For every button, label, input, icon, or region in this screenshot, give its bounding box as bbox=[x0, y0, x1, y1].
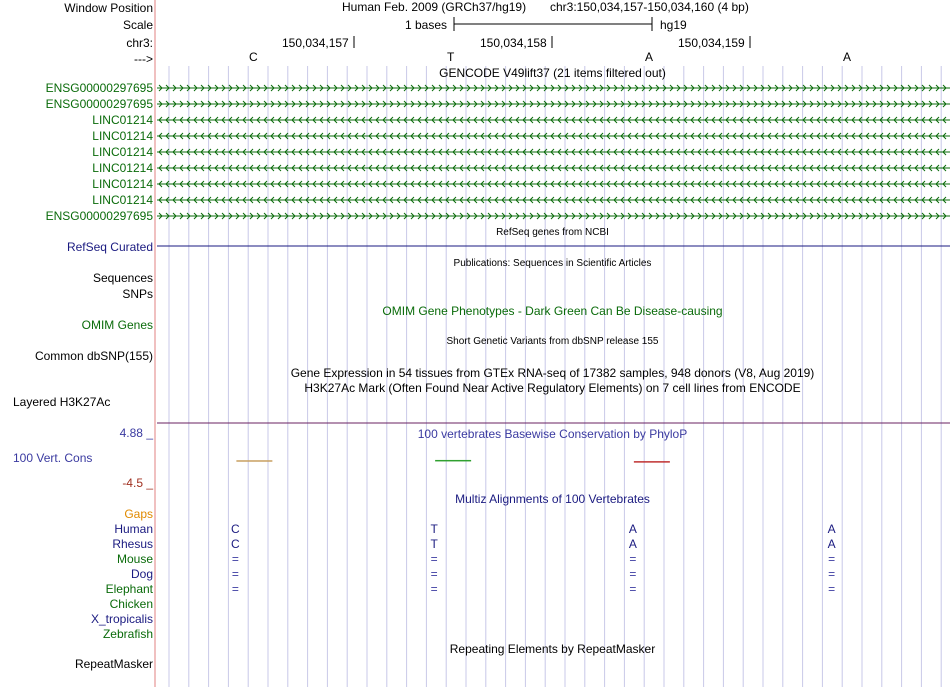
gencode-item-label[interactable]: ENSG00000297695 bbox=[45, 97, 153, 111]
species-label[interactable]: X_tropicalis bbox=[90, 612, 153, 626]
species-label[interactable]: Chicken bbox=[109, 597, 153, 611]
phylop-min-label: -4.5 _ bbox=[122, 476, 153, 490]
species-label[interactable]: Elephant bbox=[105, 582, 153, 596]
ruler-tick-label: 150,034,157 bbox=[282, 36, 349, 50]
repeatmasker-label[interactable]: RepeatMasker bbox=[74, 657, 153, 671]
alignment-base: = bbox=[828, 582, 836, 596]
strand-label: ---> bbox=[134, 52, 153, 66]
ruler-tick-label: 150,034,158 bbox=[480, 36, 547, 50]
species-label[interactable]: Mouse bbox=[116, 552, 153, 566]
phylop-track-title[interactable]: 100 vertebrates Basewise Conservation by PhyloP bbox=[417, 427, 688, 441]
phylop-score-bar bbox=[236, 460, 272, 462]
gencode-item-label[interactable]: LINC01214 bbox=[92, 145, 153, 159]
gencode-item-label[interactable]: LINC01214 bbox=[92, 193, 153, 207]
gencode-item-label[interactable]: LINC01214 bbox=[92, 161, 153, 175]
publications-label[interactable]: Sequences bbox=[92, 271, 153, 285]
multiz-track-title[interactable]: Multiz Alignments of 100 Vertebrates bbox=[455, 492, 650, 506]
phylop-label[interactable]: 100 Vert. Cons bbox=[13, 451, 93, 465]
alignment-base: = bbox=[231, 582, 239, 596]
gencode-item-label[interactable]: LINC01214 bbox=[92, 113, 153, 127]
dbsnp-track-title[interactable]: Short Genetic Variants from dbSNP release 155 bbox=[446, 336, 659, 347]
scale-text: 1 bases bbox=[405, 18, 448, 32]
alignment-base: = bbox=[231, 552, 239, 566]
gencode-item-label[interactable]: ENSG00000297695 bbox=[45, 81, 153, 95]
repeatmasker-track-title[interactable]: Repeating Elements by RepeatMasker bbox=[449, 642, 656, 656]
dbsnp-label[interactable]: Common dbSNP(155) bbox=[34, 349, 153, 363]
alignment-base: A bbox=[827, 537, 836, 551]
h3k27ac-track-title[interactable]: H3K27Ac Mark (Often Found Near Active Regulatory Elements) on 7 cell lines from ENCODE bbox=[304, 381, 801, 395]
phylop-score-bar bbox=[435, 460, 471, 462]
species-label[interactable]: Zebrafish bbox=[102, 627, 153, 641]
alignment-base: = bbox=[629, 582, 637, 596]
gencode-item-label[interactable]: ENSG00000297695 bbox=[45, 209, 153, 223]
alignment-base: T bbox=[430, 522, 438, 536]
alignment-base: = bbox=[828, 567, 836, 581]
alignment-base: = bbox=[828, 552, 836, 566]
omim-label[interactable]: OMIM Genes bbox=[81, 318, 153, 332]
phylop-max-label: 4.88 _ bbox=[119, 426, 153, 440]
gaps-label[interactable]: Gaps bbox=[124, 507, 153, 521]
alignment-base: T bbox=[430, 537, 438, 551]
alignment-base: C bbox=[231, 522, 240, 536]
alignment-base: C bbox=[231, 537, 240, 551]
refseq-track-title[interactable]: RefSeq genes from NCBI bbox=[496, 227, 609, 238]
species-label[interactable]: Dog bbox=[130, 567, 153, 581]
chrom-label: chr3: bbox=[126, 36, 153, 50]
h3k27ac-label[interactable]: Layered H3K27Ac bbox=[13, 395, 111, 409]
gencode-item-label[interactable]: LINC01214 bbox=[92, 129, 153, 143]
alignment-base: = bbox=[629, 552, 637, 566]
window-position-label: Window Position bbox=[64, 1, 153, 15]
scale-label: Scale bbox=[122, 18, 153, 32]
phylop-score-bar bbox=[634, 461, 670, 463]
species-label[interactable]: Rhesus bbox=[112, 537, 153, 551]
base-letter: A bbox=[645, 50, 654, 64]
base-letter: T bbox=[447, 50, 455, 64]
alignment-base: A bbox=[628, 537, 637, 551]
assembly-text: Human Feb. 2009 (GRCh37/hg19) bbox=[342, 0, 527, 14]
refseq-label[interactable]: RefSeq Curated bbox=[66, 240, 153, 254]
alignment-base: = bbox=[430, 582, 438, 596]
alignment-base: = bbox=[231, 567, 239, 581]
publications-track-title[interactable]: Publications: Sequences in Scientific Articles bbox=[453, 258, 652, 269]
omim-track-title[interactable]: OMIM Gene Phenotypes - Dark Green Can Be Disease-causing bbox=[382, 304, 723, 318]
species-label[interactable]: Human bbox=[114, 522, 153, 536]
gencode-item-label[interactable]: LINC01214 bbox=[92, 177, 153, 191]
alignment-base: = bbox=[629, 567, 637, 581]
position-text: chr3:150,034,157-150,034,160 (4 bp) bbox=[550, 0, 749, 14]
gtex-track-title[interactable]: Gene Expression in 54 tissues from GTEx RNA-seq of 17382 samples, 948 donors (V8, Aug 2019) bbox=[290, 366, 815, 380]
alignment-base: = bbox=[430, 552, 438, 566]
db-text: hg19 bbox=[660, 18, 687, 32]
base-letter: C bbox=[249, 50, 258, 64]
base-letter: A bbox=[843, 50, 852, 64]
ruler-tick-label: 150,034,159 bbox=[678, 36, 745, 50]
alignment-base: A bbox=[628, 522, 637, 536]
alignment-base: = bbox=[430, 567, 438, 581]
alignment-base: A bbox=[827, 522, 836, 536]
snps-label[interactable]: SNPs bbox=[122, 287, 153, 301]
gencode-track-title[interactable]: GENCODE V49lift37 (21 items filtered out) bbox=[439, 66, 666, 80]
